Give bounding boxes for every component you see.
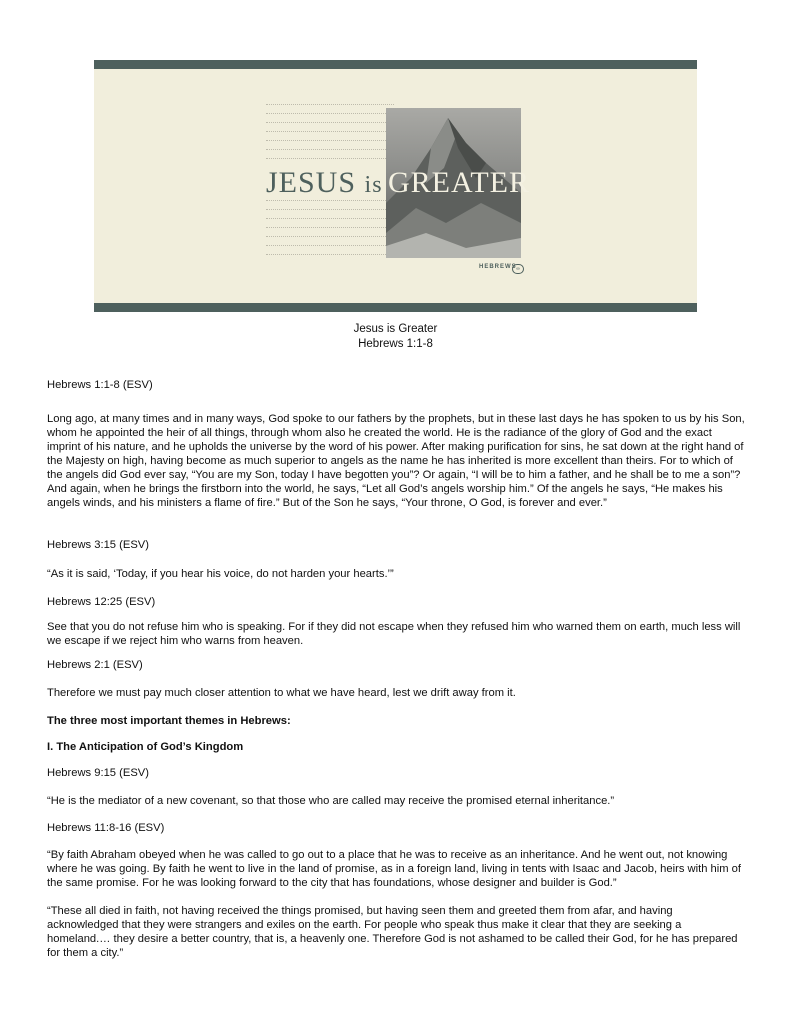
scripture-passage: Long ago, at many times and in many ways, God spoke to our fathers by the prophets, but in these last days he has spoken to us by his Son, whom he appointed the heir of all things, through whom also he created the world. He is the radiance of the glory of God and the exact imprint of his nature, and he upholds the universe by the word of his power. After making purification for sins, he sat down at the right hand of the Majesty on high, having become as much superior to angels as the name he has inherited is more excellent than theirs. For to which of the angels did God ever say, “You are my Son, today I have begotten you”? Or again, “I will be to him a father, and he shall be to me a son”? And again, when he brings the firstborn into the world, he says, “Let all God’s angels worship him.” Of the angels he says, “He makes his angels winds, and his ministers a flame of fire.” But of the Son he says, “Your throne, O God, is forever and ever.”	[47, 413, 745, 509]
theme-heading: I. The Anticipation of God’s Kingdom	[47, 741, 244, 753]
banner-title-jesus: JESUS is	[266, 166, 383, 199]
scripture-reference: Hebrews 2:1 (ESV)	[47, 659, 143, 671]
banner-title-greater: GREATER	[388, 166, 530, 199]
scripture-passage: See that you do not refuse him who is speaking. For if they did not escape when they refused him who warned them on earth, much less will we escape if we reject him who warns from heaven.	[47, 621, 741, 647]
scripture-reference: Hebrews 11:8-16 (ESV)	[47, 822, 165, 834]
scripture-reference: Hebrews 3:15 (ESV)	[47, 539, 149, 551]
scripture-reference: Hebrews 1:1-8 (ESV)	[47, 379, 153, 391]
themes-heading: The three most important themes in Hebrews:	[47, 715, 291, 727]
decorative-scripture-lines-top	[266, 104, 394, 167]
scripture-passage: “These all died in faith, not having received the things promised, but having seen them and greeted them from afar, and having acknowledged that they were strangers and exiles on the earth. For people who speak thus make it clear that they are seeking a homeland.… they desire a better country, that is, a heavenly one. Therefore God is not ashamed to be called their God, for he has prepared for them a city.”	[47, 905, 738, 959]
banner-top-bar	[94, 60, 697, 69]
scripture-passage: “He is the mediator of a new covenant, so that those who are called may receive the promised eternal inheritance.”	[47, 795, 615, 807]
scripture-passage: “By faith Abraham obeyed when he was called to go out to a place that he was to receive as an inheritance. And he went out, not knowing where he was going. By faith he went to live in the land of promise, as in a foreign land, living in tents with Isaac and Jacob, heirs with him of the same promise. For he was looking forward to the city that has foundations, whose designer and builder is God.”	[47, 849, 742, 889]
series-logo-icon: ∞	[512, 264, 524, 274]
scripture-reference: Hebrews 12:25 (ESV)	[47, 596, 156, 608]
scripture-reference: Hebrews 9:15 (ESV)	[47, 767, 149, 779]
series-label: HEBREWS	[479, 264, 517, 270]
sermon-title: Jesus is Greater	[353, 323, 438, 335]
sermon-reference: Hebrews 1:1-8	[358, 338, 433, 350]
decorative-scripture-lines-bottom	[266, 200, 394, 263]
scripture-passage: “As it is said, ‘Today, if you hear his voice, do not harden your hearts.’”	[47, 568, 394, 580]
banner-bottom-bar	[94, 303, 697, 312]
scripture-passage: Therefore we must pay much closer attention to what we have heard, lest we drift away from it.	[47, 687, 516, 699]
sermon-banner	[94, 60, 697, 312]
